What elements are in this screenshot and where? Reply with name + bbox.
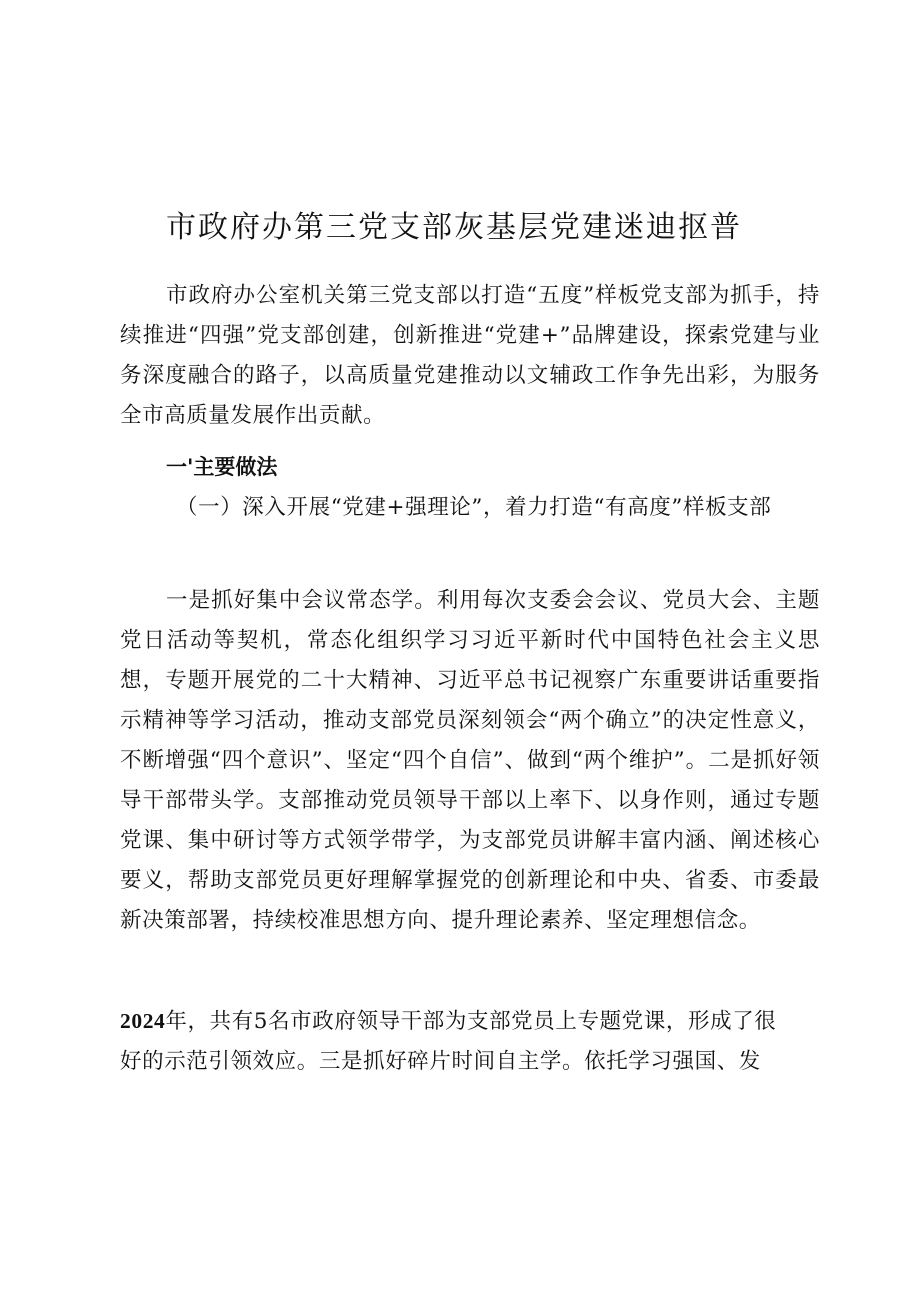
body-paragraph-1: 一是抓好集中会议常态学。利用每次支委会会议、党员大会、主题党日活动等契机，常态化组织学习习近平新时代中国特色社会主义思想，专题开展党的二十大精神、习近平总书记视察广东重要讲话重要指示精神等学习活动，推动支部党员深刻领会“两个确立”的决定性意义，不断增强“四个意识”、坚定“四个自信”、做到“两个维护”。二是抓好领导干部带头学。支部推动党员领导干部以上率下、以身作则，通过专题党课、集中研讨等方式领学带学，为支部党员讲解丰富内涵、阐述核心要义，帮助支部党员更好理解掌握党的创新理论和中央、省委、市委最新决策部署，持续校准思想方向、提升理论素养、坚定理想信念。 [120,588,820,933]
year-value: 2024 [120,1009,166,1033]
section-heading: 一'主要做法 [166,455,278,479]
paragraph-2-line-1-text: 年，共有5名市政府领导干部为支部党员上专题党课，形成了很 [165,1009,777,1034]
paragraph-2-line-2: 好的示范引领效应。三是抓好碎片时间自主学。依托学习强国、发 [120,1049,761,1074]
body-paragraph-2 [120,1001,820,1082]
paragraph-2-line-1 [120,1001,820,1042]
document-title: 市政府办第三党支部灰基层党建迷迪抠普 [166,210,742,246]
intro-paragraph: 市政府办公室机关第三党支部以打造“五度”样板党支部为抓手，持续推进“四强”党支部创建，创新推进“党建+”品牌建设，探索党建与业务深度融合的路子，以高质量党建推动以文辅政工作争先出彩，为服务全市高质量发展作出贡献。 [120,283,820,428]
subsection-heading: （一）深入开展“党建+强理论”，着力打造“有高度”样板支部 [176,495,772,520]
